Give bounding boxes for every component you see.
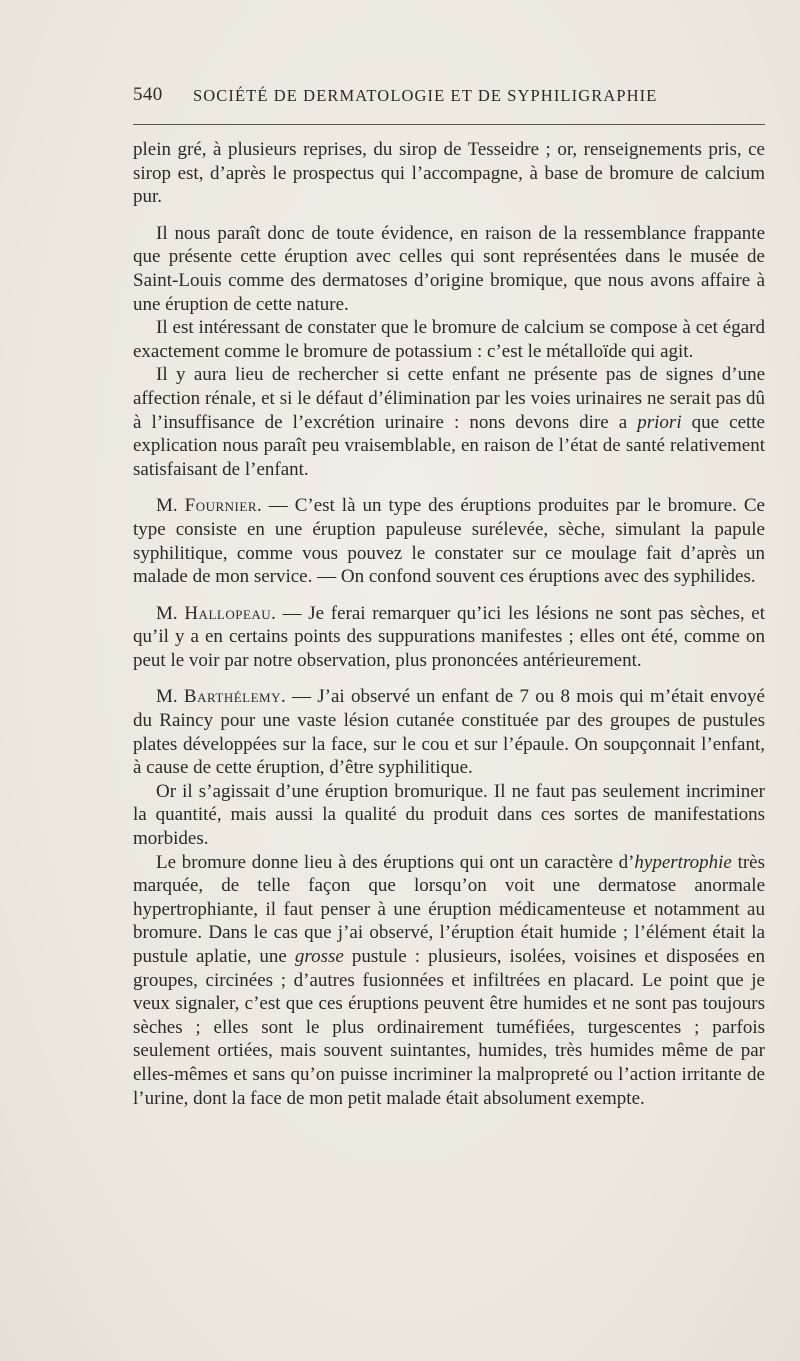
running-title: SOCIÉTÉ DE DERMATOLOGIE ET DE SYPHILIGRAPHIE [193, 86, 658, 105]
paragraph-hypertrophie: Le bromure donne lieu à des éruptions qui ont un caractère d’hypertrophie très marquée, de telle façon que lorsqu’on voit une dermatose anormale hypertrophiante, il faut penser à une éruption médicamenteuse et notamment au bromure. Dans le cas que j’ai observé, l’éruption était humide ; l’élément était la pustule aplatie, une grosse pustule : plusieurs, isolées, voisines et disposées en groupes, circinées ; d’autres fusionnées et infiltrées en placard. Le point que je veux signaler, c’est que ces éruptions peuvent être humides et ne sont pas toujours sèches ; elles sont le plus ordinairement tuméfiées, turgescentes ; parfois seulement ortiées, mais souvent suintantes, humides, très humides même de par elles-mêmes et sans qu’on puisse incriminer la malpropreté ou l’action irritante de l’urine, dont la face de mon petit malade était absolument exempte. [133, 851, 766, 1109]
page-number: 540 [133, 84, 163, 105]
body-text [133, 138, 765, 1110]
paragraph-renal: Il y aura lieu de rechercher si cette enfant ne présente pas de signes d’une affection rénale, et si le défaut d’élimination par les voies urinaires ne serait pas dû à l’insuffisance de l’excrétion urinaire : nons devons dire a priori que cette explication nous paraît peu vraisemblable, en raison de l’état de santé relativement satisfaisant de l’enfant. [133, 364, 765, 480]
header-rule [133, 124, 765, 125]
speaker-hallopeau: Hallopeau [184, 602, 272, 624]
speaker-barthelemy: Barthélemy [183, 686, 281, 708]
speaker-fournier: Fournier [184, 495, 257, 517]
paragraph-hallopeau: M. Hallopeau. — Je ferai remarquer qu’ici les lésions ne sont pas sèches, et qu’il y a en certains points des suppurations manifestes ; elles ont été, comme on peut le voir par notre observation, plus prononcées antérieurement. [133, 602, 765, 671]
page-header [133, 84, 765, 114]
paragraph-continuation: plein gré, à plusieurs reprises, du sirop de Tesseidre ; or, renseignements pris, ce sirop est, d’après le prospectus qui l’accompagne, à base de bromure de calcium pur. [133, 139, 765, 208]
paragraph-fournier: M. Fournier. — C’est là un type des éruptions produites par le bromure. Ce type consiste en une éruption papuleuse surélevée, sèche, simulant la papule syphilitique, comme vous pouvez le constater sur ce moulage fait d’après un malade de mon service. — On confond souvent ces éruptions avec des syphilides. [133, 495, 765, 588]
paragraph-barthelemy: M. Barthélemy. — J’ai observé un enfant de 7 ou 8 mois qui m’était envoyé du Raincy pour une vaste lésion cutanée constituée par des groupes de pustules plates développées sur la face, sur le cou et sur l’épaule. On soupçonnait l’enfant, à cause de cette éruption, d’être syphilitique. [133, 686, 765, 779]
paragraph-evidence: Il nous paraît donc de toute évidence, en raison de la ressemblance frappante que présente cette éruption avec celles qui sont représentées dans le musée de Saint-Louis comme des dermatoses d’origine bromique, que nous avons affaire à une éruption de cette nature. [133, 222, 765, 315]
paragraph-calcium: Il est intéressant de constater que le bromure de calcium se compose à cet égard exactement comme le bromure de potassium : c’est le métalloïde qui agit. [133, 317, 765, 362]
paragraph-bromurique: Or il s’agissait d’une éruption bromurique. Il ne faut pas seulement incriminer la quantité, mais aussi la qualité du produit dans ces sortes de manifestations morbides. [133, 780, 765, 850]
